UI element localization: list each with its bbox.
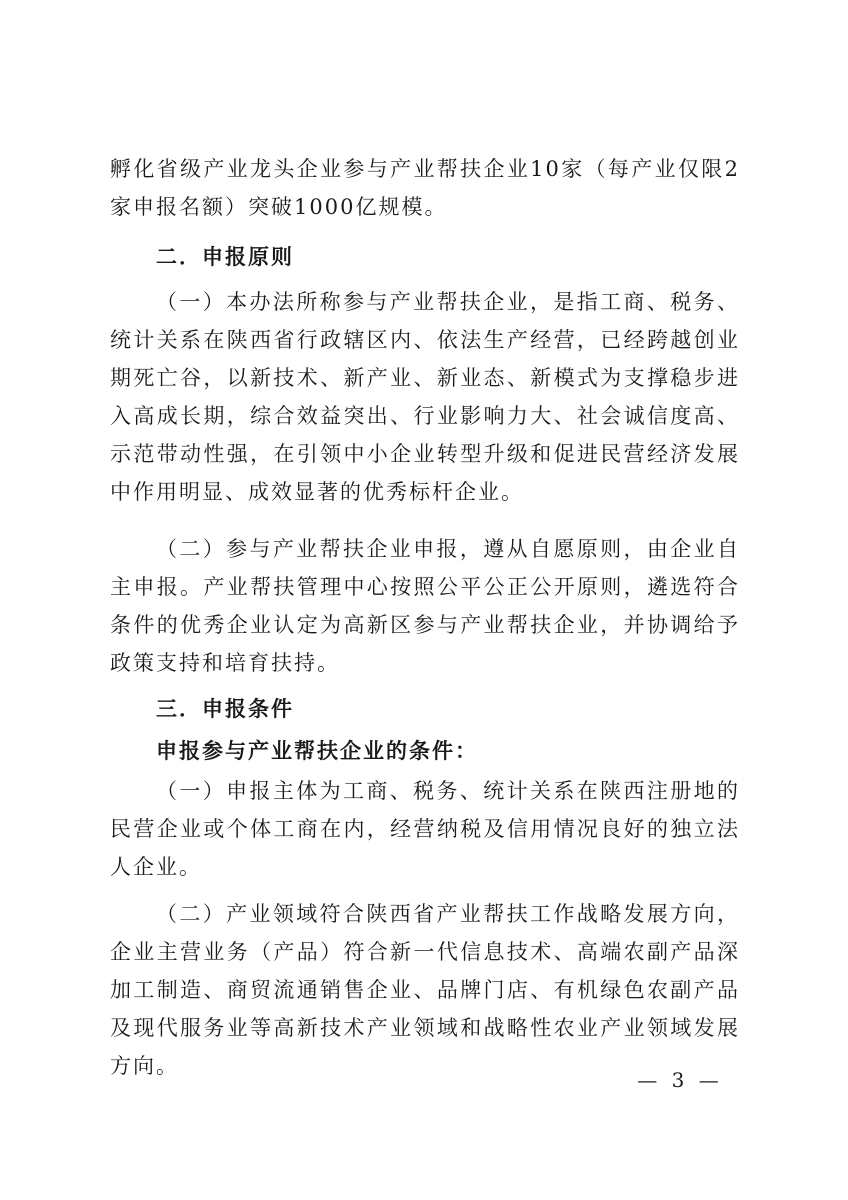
conditions-lead-line: 申报参与产业帮扶企业的条件： <box>156 738 478 763</box>
paragraph-condition-1: （一）申报主体为工商、税务、统计关系在陕西注册地的民营企业或个体工商在内，经营纳税及信用情况良好的独立法人企业。 <box>110 779 740 879</box>
page-number: — 3 — <box>637 1068 723 1092</box>
section-heading-conditions: 三．申报条件 <box>156 697 294 721</box>
paragraph-condition-2: （二）产业领域符合陕西省产业帮扶工作战略发展方向，企业主营业务（产品）符合新一代信息技术、高端农副产品深加工制造、商贸流通销售企业、品牌门店、有机绿色农副产品及现代服务业等高新技术产业领域和战略性农业产业领域发展方向。 <box>110 902 740 1078</box>
paragraph-principle-2: （二）参与产业帮扶企业申报，遵从自愿原则，由企业自主申报。产业帮扶管理中心按照公平公正公开原则，遴选符合条件的优秀企业认定为高新区参与产业帮扶企业，并协调给予政策支持和培育扶持。 <box>110 537 740 675</box>
paragraph-intro-continuation: 孵化省级产业龙头企业参与产业帮扶企业10家（每产业仅限2家申报名额）突破1000亿规模。 <box>110 157 740 219</box>
section-heading-principles: 二．申报原则 <box>156 245 294 269</box>
paragraph-principle-1: （一）本办法所称参与产业帮扶企业，是指工商、税务、统计关系在陕西省行政辖区内、依法生产经营，已经跨越创业期死亡谷，以新技术、新产业、新业态、新模式为支撑稳步进入高成长期，综合效益突出、行业影响力大、社会诚信度高、示范带动性强，在引领中小企业转型升级和促进民营经济发展中作用明显、成效显著的优秀标杆企业。 <box>110 290 740 504</box>
